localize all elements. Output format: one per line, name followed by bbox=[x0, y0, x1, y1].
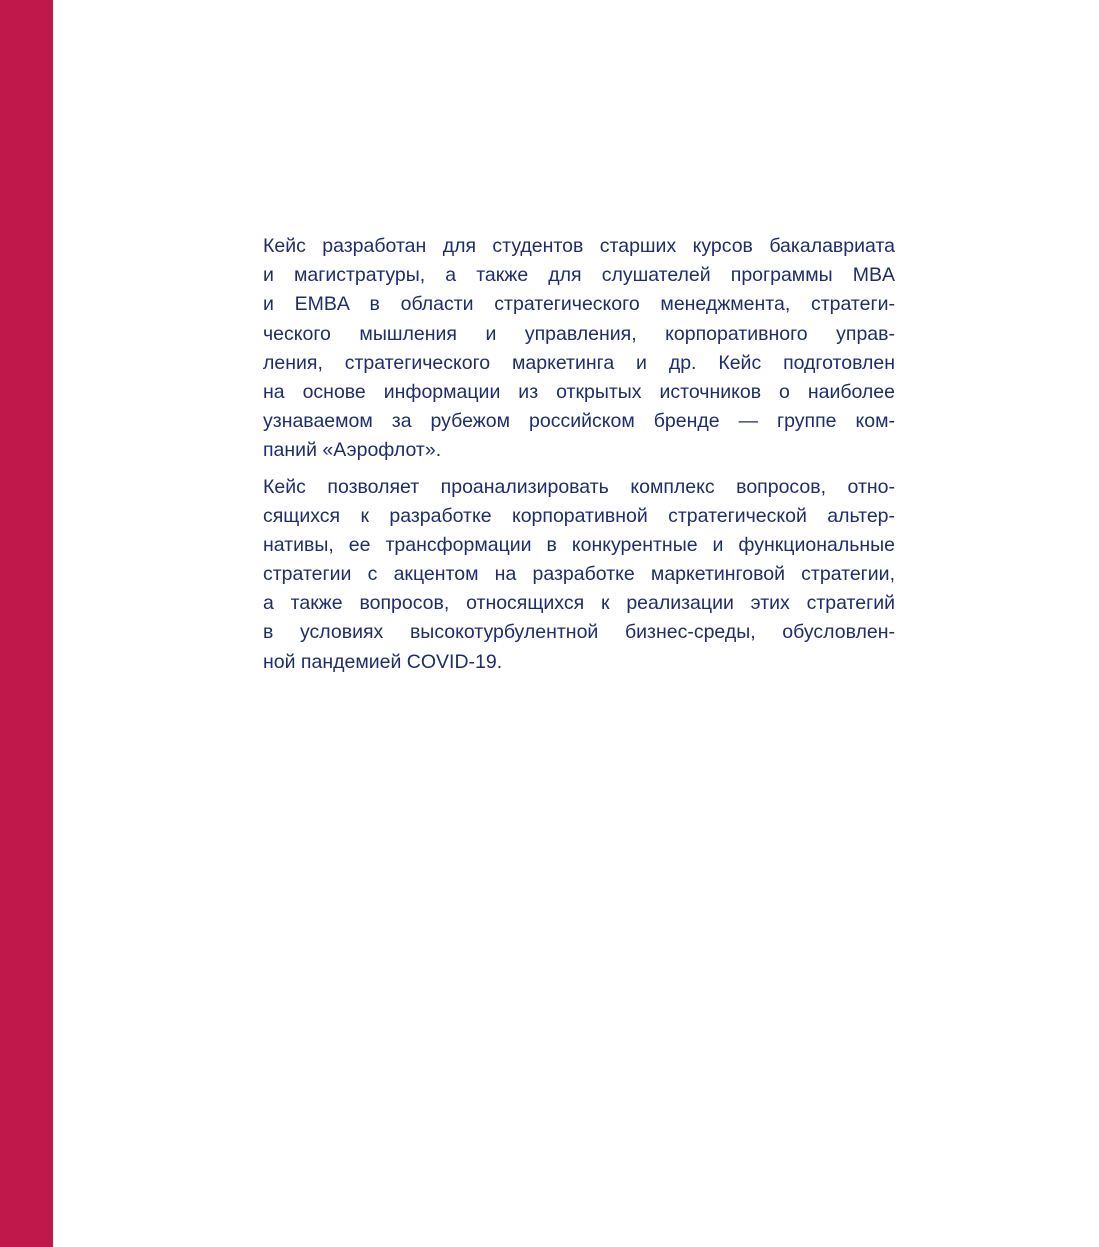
text-line: на основе информации из открытых источников о наиболее bbox=[263, 380, 895, 403]
text-line: узнаваемом за рубежом российском бренде — группе ком- bbox=[263, 410, 895, 433]
text-line: ления, стратегического маркетинга и др. Кейс подготовлен bbox=[263, 351, 895, 374]
summary-paragraph-2 bbox=[263, 473, 895, 677]
summary-text-block bbox=[263, 232, 895, 677]
text-line: и EMBA в области стратегического менеджмента, стратеги- bbox=[263, 293, 895, 316]
text-line: стратегии с акцентом на разработке маркетинговой стратегии, bbox=[263, 563, 895, 586]
text-line: Кейс позволяет проанализировать комплекс вопросов, отно- bbox=[263, 475, 895, 498]
text-line: сящихся к разработке корпоративной стратегической альтер- bbox=[263, 504, 895, 527]
text-line: паний «Аэрофлот». bbox=[263, 439, 442, 462]
text-line: Кейс разработан для студентов старших курсов бакалавриата bbox=[263, 235, 895, 257]
left-color-band bbox=[0, 0, 53, 1247]
summary-paragraph-1 bbox=[263, 232, 895, 466]
text-line: и магистратуры, а также для слушателей программы MBA bbox=[263, 264, 895, 287]
text-line: а также вопросов, относящихся к реализации этих стратегий bbox=[263, 592, 895, 615]
text-line: ческого мышления и управления, корпоративного управ- bbox=[263, 322, 895, 345]
text-line: ной пандемией COVID-19. bbox=[263, 650, 503, 673]
text-line: в условиях высокотурбулентной бизнес-среды, обусловлен- bbox=[263, 621, 895, 644]
text-line: нативы, ее трансформации в конкурентные и функциональные bbox=[263, 533, 895, 556]
